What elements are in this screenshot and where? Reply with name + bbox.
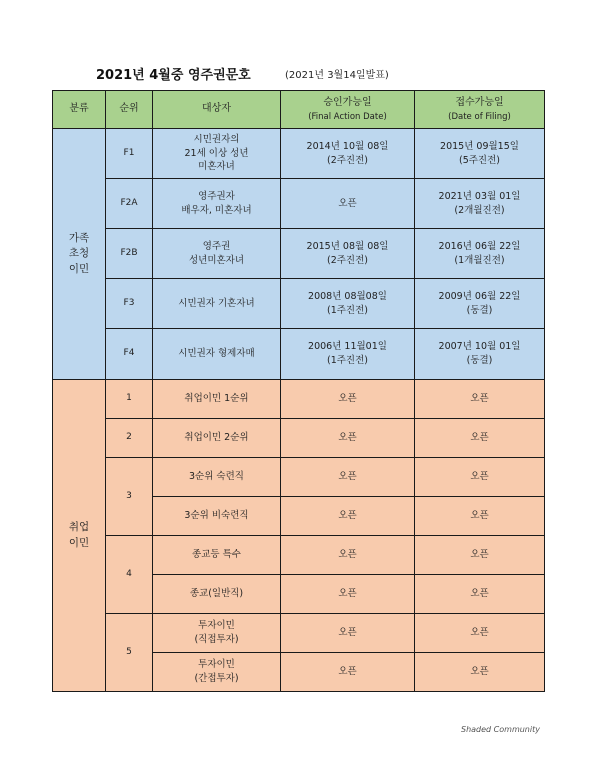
target-cell [153,229,281,279]
category-line: 이민 [68,536,90,549]
header-category: 분류 [53,91,106,129]
filing-cell [415,279,545,329]
final-action-date: 2015년 08월 08일 [306,240,389,252]
target-line: 시민권자 형제자매 [178,348,255,360]
table-row [53,179,545,229]
target-line: 투자이민 [198,620,235,632]
rank-cell: F4 [106,329,153,380]
header-final-action [281,91,415,129]
target-line: 배우자, 미혼자녀 [181,204,252,216]
rank-cell: 3 [106,458,153,536]
final-action-change: (1주진전) [327,304,368,316]
target-line: 미혼자녀 [198,161,235,173]
target-cell: 취업이민 2순위 [153,419,281,458]
target-cell [153,279,281,329]
filing-cell: 오픈 [415,575,545,614]
target-cell [153,329,281,380]
target-cell: 취업이민 1순위 [153,380,281,419]
target-cell: 3순위 숙련직 [153,458,281,497]
target-line: (직접투자) [194,634,239,645]
table-row [53,129,545,179]
filing-cell [415,329,545,380]
announcement-date: (2021년 3월14일발표) [285,70,389,81]
filing-cell: 오픈 [415,419,545,458]
filing-change: (1개월진전) [454,254,505,266]
target-line: 성년미혼자녀 [188,254,245,266]
table-row [53,380,545,419]
final-action-date: 오픈 [338,197,357,209]
final-action-cell: 오픈 [281,419,415,458]
filing-cell [415,129,545,179]
final-action-cell [281,229,415,279]
filing-cell: 오픈 [415,497,545,536]
table-row [53,536,545,575]
category-line: 이민 [68,262,90,275]
rank-cell: F2B [106,229,153,279]
final-action-cell: 오픈 [281,575,415,614]
table-row [53,419,545,458]
table-row [53,329,545,380]
target-cell [153,179,281,229]
table-row [53,614,545,653]
category-employment [53,380,106,692]
filing-cell: 오픈 [415,653,545,692]
final-action-change: (2주진전) [327,154,368,166]
final-action-cell: 오픈 [281,497,415,536]
filing-change: (2개월진전) [454,204,505,216]
target-cell [153,653,281,692]
target-cell: 종교(일반직) [153,575,281,614]
filing-date: 2007년 10월 01일 [438,341,521,353]
rank-cell: 5 [106,614,153,692]
final-action-cell: 오픈 [281,653,415,692]
filing-cell [415,229,545,279]
final-action-cell [281,329,415,380]
category-line: 초청 [68,247,90,260]
final-action-date: 2006년 11월01일 [308,341,387,353]
rank-cell: 1 [106,380,153,419]
filing-cell [415,179,545,229]
filing-change: (동결) [466,355,493,366]
target-cell: 종교등 특수 [153,536,281,575]
filing-cell: 오픈 [415,614,545,653]
title-row [0,64,600,84]
rank-cell: 4 [106,536,153,614]
category-line: 취업 [68,521,90,534]
table-header-row [53,91,545,129]
header-target: 대상자 [153,91,281,129]
target-cell [153,129,281,179]
filing-date: 2015년 09월15일 [440,140,519,152]
filing-cell: 오픈 [415,380,545,419]
table-row [53,458,545,497]
rank-cell: F3 [106,279,153,329]
target-line: (간접투자) [194,673,239,684]
footer-credit: Shaded Community [461,725,540,734]
target-line: 21세 이상 성년 [184,147,249,159]
final-action-cell: 오픈 [281,614,415,653]
final-action-cell [281,179,415,229]
filing-date: 2016년 06월 22일 [438,240,521,252]
table-row [53,279,545,329]
header-final-action-en: (Final Action Date) [308,111,387,122]
header-filing-en: (Date of Filing) [448,111,511,122]
target-line: 시민권자의 [193,133,240,145]
final-action-change: (2주진전) [327,254,368,266]
filing-change: (동결) [466,304,493,316]
final-action-cell [281,279,415,329]
filing-date: 2021년 03월 01일 [438,190,521,202]
rank-cell: F2A [106,179,153,229]
final-action-change: (1주진전) [327,355,368,366]
target-line: 투자이민 [198,659,235,671]
target-line: 영주권자 [198,190,235,202]
header-filing [415,91,545,129]
rank-cell: F1 [106,129,153,179]
page-title: 2021년 4월중 영주권문호 [96,68,251,83]
target-line: 시민권자 기혼자녀 [178,297,255,309]
final-action-cell: 오픈 [281,536,415,575]
final-action-cell: 오픈 [281,380,415,419]
table-row [53,229,545,279]
target-cell [153,614,281,653]
category-line: 가족 [68,232,90,245]
target-cell: 3순위 비숙련직 [153,497,281,536]
final-action-cell [281,129,415,179]
filing-cell: 오픈 [415,536,545,575]
rank-cell: 2 [106,419,153,458]
filing-date: 2009년 06월 22일 [438,290,521,302]
category-family [53,129,106,380]
target-line: 영주권 [202,240,231,252]
header-rank: 순위 [106,91,153,129]
final-action-date: 2014년 10월 08일 [306,140,389,152]
header-final-action-label: 승인가능일 [323,97,372,109]
header-filing-label: 접수가능일 [455,97,504,109]
filing-change: (5주진전) [459,154,500,166]
visa-bulletin-table [52,90,545,692]
final-action-date: 2008년 08월08일 [308,290,387,302]
filing-cell: 오픈 [415,458,545,497]
final-action-cell: 오픈 [281,458,415,497]
